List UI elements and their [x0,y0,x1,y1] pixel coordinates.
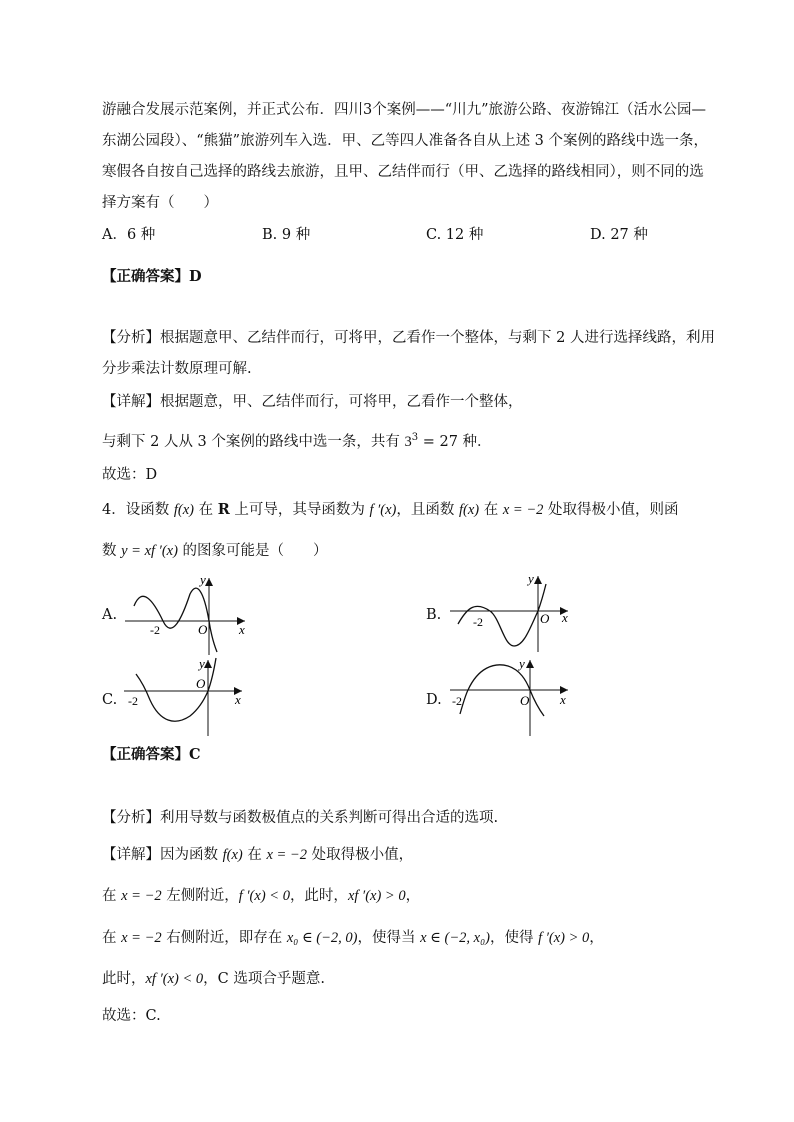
math: f ′(x) < 0 [238,888,290,904]
curve [458,584,546,646]
x-label: x [239,622,245,637]
text: 在 [102,888,122,904]
math: x = −2 [121,930,162,946]
q3-option-a: A．6 种 [102,227,156,243]
text: 此时， [102,971,146,987]
q3-detail-line-1: 【详解】根据题意，甲、乙结伴而行，可将甲，乙看作一个整体， [102,394,523,410]
text: ，且函数 [396,502,459,518]
q3-choice: 故选：D [102,467,158,483]
mark-label: -2 [128,694,138,708]
math-x-eq: x = −2 [502,502,544,518]
text: 在 [193,502,218,518]
q4-answer: 【正确答案】C [102,746,201,763]
x-label: x [560,692,566,707]
y-axis-arrow [534,576,542,584]
q3-stem-line-3: 寒假各自按自己选择的路线去旅游，且甲、乙结伴而行（甲、乙选择的路线相同），则不同的选 [102,164,704,180]
text: 左侧附近， [161,888,239,904]
q3-detail-unit: 种． [457,433,492,450]
q3-detail-line-2 [102,428,492,452]
q3-stem-line-4: 择方案有（ ） [102,195,218,211]
q3-option-b: B. 9 种 [262,227,311,243]
origin-label: O [196,676,206,691]
y-axis-arrow [526,660,534,668]
math: x = −2 [266,847,307,863]
q4-number: 4．设函数 [102,502,174,518]
q4-detail-line-1 [102,845,413,865]
q4-detail-line-3 [102,928,604,948]
q3-analysis-line-2: 分步乘法计数原理可解. [102,361,252,377]
q3-option-c: C. 12 种 [426,227,484,243]
y-label: y [199,656,205,671]
text: 上可导，其导函数为 [229,502,370,518]
graph-b-label: B. [426,607,442,623]
graph-a-label: A. [102,607,118,623]
text: 在 [102,930,122,946]
q4-detail-line-2 [102,886,420,906]
mark-label: -2 [150,623,160,637]
q4-stem-line-2 [102,541,328,561]
graph-d-label: D. [426,692,442,708]
math-f-x: f(x) [173,502,194,518]
math-R: R [217,501,230,518]
text: 右侧附近，即存在 [161,930,287,946]
math: x ∈ (−2, x₀) [420,930,490,946]
math-f-x: f(x) [459,502,480,518]
q3-option-d: D. 27 种 [590,227,648,243]
math-y-eq: y = xf ′(x) [121,543,178,559]
curve [134,588,217,652]
text: ，使得当 [357,930,421,946]
graph-b [446,570,576,660]
x-label: x [562,610,568,625]
math: x₀ ∈ (−2, 0) [286,930,358,946]
power-base: 3 [404,433,412,450]
graph-d [446,656,576,741]
y-axis-arrow [204,660,212,668]
math-f-prime: f ′(x) [369,502,397,518]
x-label: x [235,692,241,707]
q4-choice: 故选：C. [102,1008,161,1024]
math: f(x) [222,847,243,863]
math: x = −2 [121,888,162,904]
q3-answer: 【正确答案】D [102,268,202,285]
text: ，使得 [489,930,539,946]
q3-analysis-line-1: 【分析】根据题意甲、乙结伴而行，可将甲，乙看作一个整体，与剩下 2 人进行选择线路，利用 [102,330,715,346]
q4-stem-line-1 [102,500,678,520]
graph-a [120,570,255,660]
y-label: y [519,656,525,671]
math: f ′(x) > 0 [538,930,590,946]
text: ， [405,888,421,904]
text: 数 [102,543,122,559]
power-exponent: 3 [411,432,419,443]
math: xf ′(x) > 0 [347,888,406,904]
q4-analysis: 【分析】利用导数与函数极值点的关系判断可得出合适的选项. [102,810,499,826]
y-axis-arrow [205,578,213,586]
text: 处取得极小值， [306,847,414,863]
graph-c-label: C. [102,692,118,708]
origin-label: O [520,693,530,708]
math: xf ′(x) < 0 [145,971,204,987]
graph-c [120,656,255,741]
text: ，C 选项合乎题意. [203,971,325,987]
text: ， [589,930,604,946]
q3-detail-text: 与剩下 2 人从 3 个案例的路线中选一条，共有 [102,433,405,450]
q3-stem-line-2: 东湖公园段）、“熊猫”旅游列车入选．甲、乙等四人准备各自从上述 3 个案例的路线中选一条， [102,133,709,149]
text: 在 [479,502,503,518]
mark-label: -2 [473,615,483,629]
text: 【详解】因为函数 [102,847,223,863]
text: 的图象可能是（ ） [177,543,328,559]
y-label: y [200,572,206,587]
origin-label: O [198,622,208,637]
mark-label: -2 [452,694,462,708]
text: 在 [242,847,267,863]
text: ，此时， [289,888,348,904]
text: 处取得极小值，则函 [543,502,679,518]
power-result: = 27 [418,433,458,450]
q3-stem-line-1: 游融合发展示范案例，并正式公布．四川3个案例——“川九”旅游公路、夜游锦江（活水公园— [102,102,707,118]
q4-detail-line-4 [102,969,325,989]
origin-label: O [540,611,550,626]
y-label: y [528,571,534,586]
